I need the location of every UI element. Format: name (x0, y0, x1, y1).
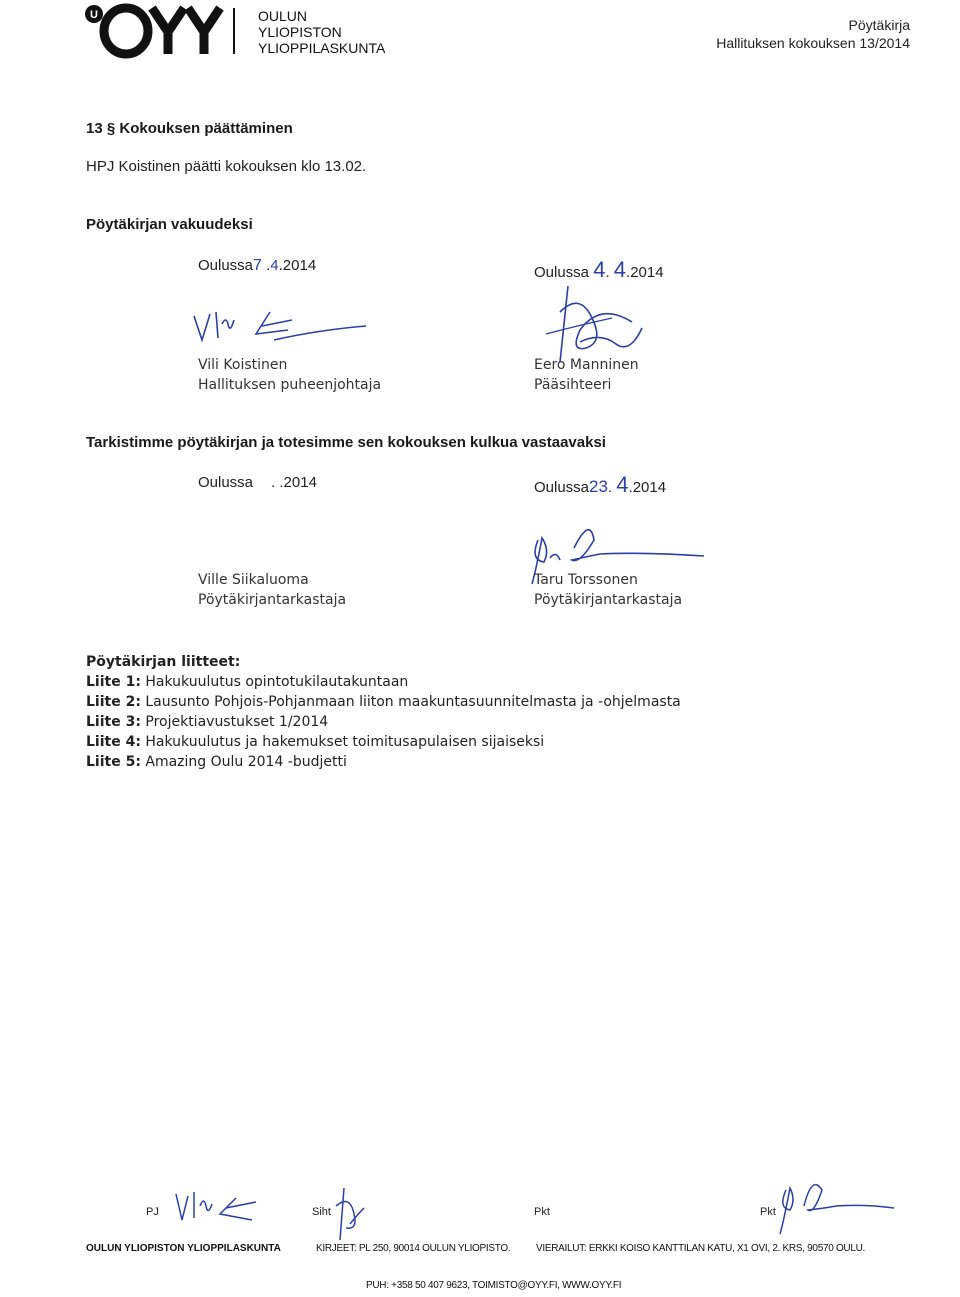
signer-name: Eero Manninen (534, 357, 639, 373)
signer-name: Vili Koistinen (198, 357, 288, 373)
footer-pj-label: PJ (146, 1206, 159, 1218)
footer-pkt-label: Pkt (534, 1206, 550, 1218)
signer-role: Pääsihteeri (534, 377, 612, 393)
footer-initials-siht (330, 1184, 370, 1244)
signer-name: Taru Torssonen (534, 572, 638, 588)
footer-org: OULUN YLIOPISTON YLIOPPILASKUNTA (86, 1243, 281, 1254)
footer-address: KIRJEET: PL 250, 90014 OULUN YLIOPISTO. (316, 1243, 511, 1254)
footer-siht-label: Siht (312, 1206, 331, 1218)
org-line-2: YLIOPISTON (258, 24, 342, 40)
footer-visit: VIERAILUT: ERKKI KOISO KANTTILAN KATU, X1 OVI, 2. KRS, 90570 OULU. (536, 1243, 866, 1254)
footer-pkt-label-2: Pkt (760, 1206, 776, 1218)
footer-contact: PUH: +358 50 407 9623, TOIMISTO@OYY.FI, WWW.OYY.FI (366, 1280, 622, 1291)
attachment-item: Liite 3: Projektiavustukset 1/2014 (86, 714, 329, 730)
signer-role: Pöytäkirjantarkastaja (198, 592, 347, 608)
attachment-item: Liite 1: Hakukuulutus opintotukilautakuntaan (86, 674, 409, 690)
org-line-1: OULUN (258, 8, 308, 24)
tarkistus-left-signer (198, 570, 346, 610)
doc-type: Pöytäkirja (848, 17, 910, 33)
vakuudeksi-right-signer (534, 355, 639, 395)
org-line-3: YLIOPPILASKUNTA (258, 40, 386, 56)
vakuudeksi-left-signer (198, 355, 381, 395)
signer-role: Hallituksen puheenjohtaja (198, 377, 382, 393)
tarkistus-right-signer (534, 570, 682, 610)
footer-initials-pj (172, 1184, 272, 1230)
vakuudeksi-right-date: Oulussa 4. 4.2014 (534, 257, 664, 282)
vakuudeksi-left-date: Oulussa7 .4.2014 (198, 257, 317, 274)
tarkistus-right-date: Oulussa23. 4.2014 (534, 472, 667, 497)
tarkistus-heading: Tarkistimme pöytäkirjan ja totesimme sen kokouksen kulkua vastaavaksi (86, 434, 606, 451)
signature-koistinen (188, 300, 378, 350)
signer-name: Ville Siikaluoma (198, 572, 309, 588)
section-title: 13 § Kokouksen päättäminen (86, 120, 293, 137)
footer-initials-pkt (770, 1176, 900, 1236)
attachments-heading: Pöytäkirjan liitteet: (86, 654, 241, 670)
attachment-item: Liite 2: Lausunto Pohjois-Pohjanmaan liiton maakuntasuunnitelmasta ja -ohjelmasta (86, 694, 681, 710)
attachments-list (86, 652, 681, 772)
signer-role: Pöytäkirjantarkastaja (534, 592, 683, 608)
attachment-item: Liite 4: Hakukuulutus ja hakemukset toimitusapulaisen sijaiseksi (86, 734, 545, 750)
tarkistus-left-date: Oulussa . .2014 (198, 474, 317, 491)
vakuudeksi-heading: Pöytäkirjan vakuudeksi (86, 216, 253, 233)
document-header (716, 16, 910, 52)
attachment-item: Liite 5: Amazing Oulu 2014 -budjetti (86, 754, 347, 770)
section-text: HPJ Koistinen päätti kokouksen klo 13.02. (86, 158, 367, 175)
oyy-logo (82, 2, 386, 60)
svg-text:U: U (90, 9, 98, 21)
doc-meeting: Hallituksen kokouksen 13/2014 (716, 35, 910, 51)
